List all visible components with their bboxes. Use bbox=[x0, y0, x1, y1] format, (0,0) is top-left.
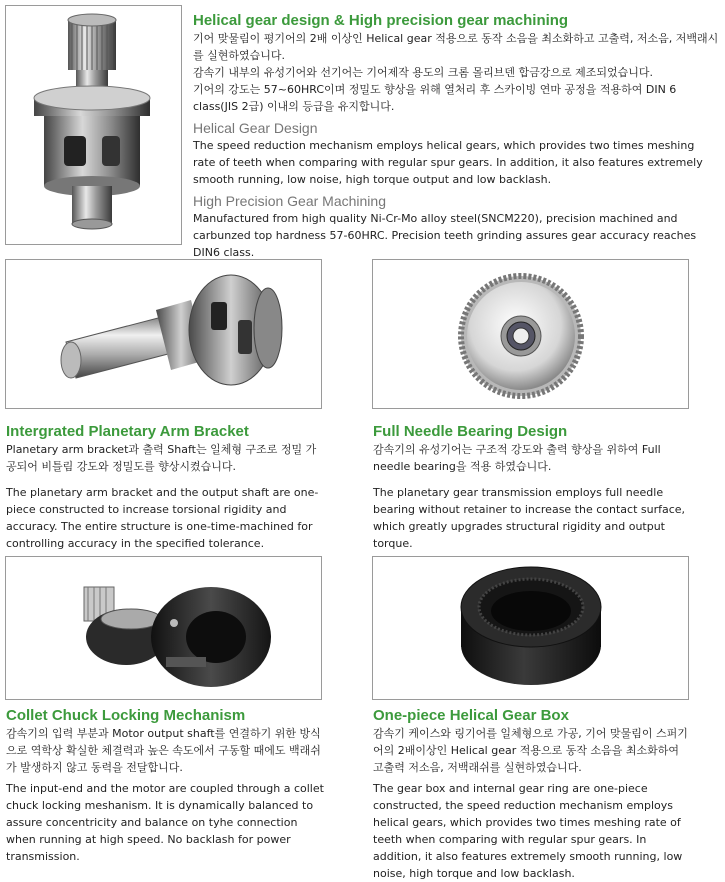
helical-gear-box-photo bbox=[372, 556, 689, 700]
top-kr-paragraph-1: 기어 맞물림이 평기어의 2배 이상인 Helical gear 적용으로 동작 소음을 최소화하고 고출력, 저소음, 저백래시를 실현하였습니다. bbox=[193, 32, 719, 62]
section-3-en: The input-end and the motor are coupled through a collet chuck locking meshanism. It is dynamically balanced to assure concentricity and balance on tyhe connection when running at high speed. No backlash for power transmission. bbox=[6, 782, 324, 863]
section-1-title: Intergrated Planetary Arm Bracket bbox=[6, 423, 249, 440]
helical-gear-design-text: The speed reduction mechanism employs helical gears, which provides two times meshing rate of teeth when comparing with regular spur gears. In addition, it also features extremely smooth running, low noise, high torque output and low backlash. bbox=[193, 139, 703, 186]
section-collet-chuck bbox=[6, 706, 324, 865]
top-kr-paragraph-2: 감속기 내부의 유성기어와 선기어는 기어제작 용도의 크롬 몰리브덴 합금강으로 제조되었습니다. bbox=[193, 66, 654, 79]
high-precision-machining-heading: High Precision Gear Machining bbox=[193, 193, 386, 209]
section-needle-bearing bbox=[373, 422, 691, 552]
helical-gear-design-heading: Helical Gear Design bbox=[193, 120, 318, 136]
section-1-kr: Planetary arm bracket과 출력 Shaft는 일체형 구조로 정밀 가공되어 비틀림 강도와 정밀도를 향상시켰습니다. bbox=[6, 443, 317, 473]
top-text-block bbox=[193, 11, 720, 261]
planetary-arm-bracket-photo bbox=[5, 259, 322, 409]
needle-bearing-gear-photo bbox=[372, 259, 689, 409]
section-2-en: The planetary gear transmission employs full needle bearing without retainer to increase the contact surface, which greatly upgrades structural rigidity and output torque. bbox=[373, 486, 686, 550]
top-title: Helical gear design & High precision gear machining bbox=[193, 12, 569, 29]
section-planetary-arm bbox=[6, 422, 324, 552]
collet-chuck-photo bbox=[5, 556, 322, 700]
top-kr-paragraph-3: 기어의 강도는 57~60HRC이며 정밀도 향상을 위해 열처리 후 스카이빙 연마 공정을 적용하여 DIN 6 class(JIS 2급) 이내의 등급을 유지합니다. bbox=[193, 83, 677, 113]
section-2-title: Full Needle Bearing Design bbox=[373, 423, 568, 440]
section-helical-gear-box bbox=[373, 706, 691, 882]
section-4-kr: 감속기 케이스와 링기어를 일체형으로 가공, 기어 맞물림이 스퍼기어의 2배이상인 Helical gear 적용으로 동작 소음을 최소화하여 고출력 저소음, 저백래쉬를 실현하였습니다. bbox=[373, 727, 688, 774]
section-2-kr: 감속기의 유성기어는 구조적 강도와 출력 향상을 위하여 Full needle bearing을 적용 하였습니다. bbox=[373, 443, 661, 473]
section-4-en: The gear box and internal gear ring are one-piece constructed, the speed reduction mechanism employs helical gears, which provides two times meshing rate of teeth when comparing with regular spur gears. In addition, it also features extremely smooth running, low noise, high torque and low backlash. bbox=[373, 782, 683, 880]
high-precision-machining-text: Manufactured from high quality Ni-Cr-Mo alloy steel(SNCM220), precision machined and carbunzed top hardness 57-60HRC. Precision teeth grinding assures gear accuracy reaches DIN6 class. bbox=[193, 212, 697, 259]
section-3-title: Collet Chuck Locking Mechanism bbox=[6, 707, 246, 724]
section-3-kr: 감속기의 입력 부분과 Motor output shaft를 연결하기 위한 방식으로 역학상 확실한 체결력과 높은 속도에서 구동할 때에도 백래쉬가 발생하지 않고 동력을 전달합니다. bbox=[6, 727, 321, 774]
section-4-title: One-piece Helical Gear Box bbox=[373, 707, 569, 724]
helical-gear-shaft-photo bbox=[5, 5, 182, 245]
section-1-en: The planetary arm bracket and the output shaft are one-piece constructed to increase torsional rigidity and accuracy. The entire structure is one-time-machined for controlling accuracy in the specified tolerance. bbox=[6, 486, 319, 550]
